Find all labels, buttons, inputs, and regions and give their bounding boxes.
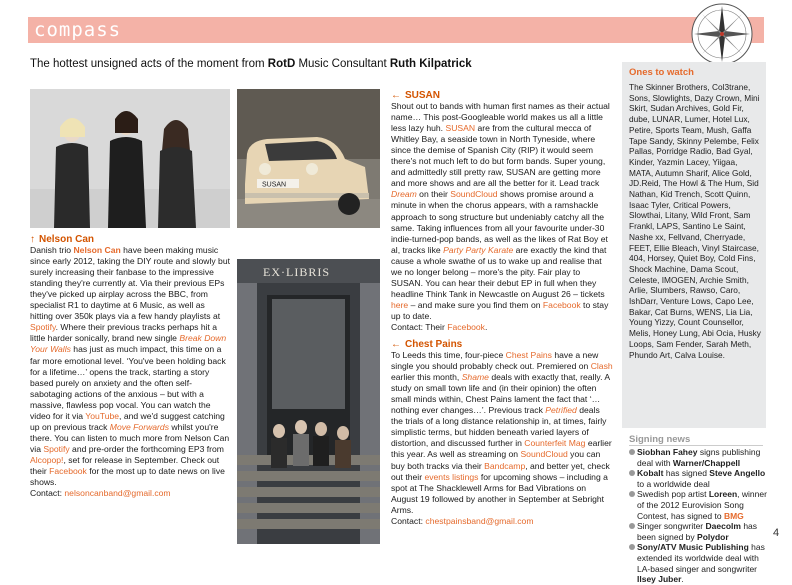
nelson-can-heading: ↑ Nelson Can	[30, 234, 95, 245]
susan-contact: Contact: Their Facebook.	[391, 321, 488, 332]
clash-link[interactable]: Clash	[590, 361, 613, 372]
bullet-icon	[629, 470, 635, 476]
divider	[629, 445, 763, 446]
signing-news-list	[629, 447, 767, 585]
arrow-left-icon: ←	[391, 339, 401, 350]
page-subtitle: The hottest unsigned acts of the moment from RotD Music Consultant Ruth Kilpatrick	[30, 58, 472, 70]
ones-to-watch-title: Ones to watch	[629, 67, 694, 78]
susan-facebook-contact-link[interactable]: Facebook	[447, 321, 485, 332]
facebook-link[interactable]: Facebook	[49, 465, 87, 476]
arrow-up-icon: ↑	[30, 234, 35, 245]
susan-article	[391, 90, 613, 333]
page-number: 4	[773, 527, 780, 539]
ones-to-watch-list: The Skinner Brothers, Col3trane, Sons, Slowlights, Dazy Crown, Mini Skirt, Sudan Archives, Gold Fir, dube, LUNAR, Lumer, Hotel Lux, Petire, Sports Team, Mush, Gaffa Tape Sandy, Skinny Pelembe, Felix Pallas, Porridge Radio, Bad Gyal, Kinder, Yazmin Lacey, Yiigaa, MATA, Autumn Sharif, Alice Gold, JD.Reid, The Howl & The Hum, Sid Nathan, Kid Trench, Scott Quinn, Isaac Tyler, Critical Powers, Slowthai, Litany, Wild Front, Sam Frankl, LAPS, Santino Le Saint, Nashe xx, Fellvand, Cherryade, FEET, Ellie Bleach, Vinyl Staircase, 404, Horsey, Quiet Boy, Cold Fins, Shock Machine, Dama Scout, Celeste, IMOGEN, Archie Smith, Arlie, Slumbers, Rawso, Caro, IshDarr, Venture Lows, Capo Lee, Bakar, Cat Burns, WENS, Lia Lia, Young Yizzy, Count Counsellor, Melis, Honey Lung, Abi Ocia, Husky Loops, Sam Fender, Sarah Meth, Phundo Art, Calva Louise.	[629, 82, 761, 360]
single-link[interactable]: Break Down Your Walls	[30, 333, 227, 355]
petrified-link[interactable]: Petrified	[545, 405, 577, 416]
list-item: Sony/ATV Music Publishing has extended its worldwide deal with LA-based singer and songwriter Ilsey Juber.	[629, 542, 767, 584]
counterfeit-link[interactable]: Counterfeit Mag	[524, 438, 586, 449]
dream-link[interactable]: Dream	[391, 189, 417, 200]
chest-pains-body: To Leeds this time, four-piece Chest Pains have a new single you should probably check out. Premiered on Clash earlier this month, Shame deals with exactly that, really. A study on small town life and (in their opinion) the often small minds within, Chest Pains lament the fact that ‘…nothing ever changes…’. Previous track Petrified deals the trials of a long distance relationship in, at times, fairly simplistic terms, but hidden beneath varied layers of distortion, and discussed further in Counterfeit Mag earlier this year. As well as streaming on SoundCloud you can buy both tracks via their Bandcamp, and better yet, check out their events listings for upcoming shows – including a spot at The Shacklewell Arms for Bad Vibrations on August 19 followed by another in September at Sebright Arms.	[391, 350, 613, 515]
license-plate-text: SUSAN	[262, 181, 287, 189]
susan-photo	[237, 89, 380, 228]
nelson-can-article	[30, 234, 230, 499]
soundcloud-link[interactable]: SoundCloud	[520, 449, 568, 460]
list-item: Swedish pop artist Loreen, winner of the 2012 Eurovision Song Contest, has signed to BMG	[629, 489, 767, 521]
spotify-link-2[interactable]: Spotify	[43, 443, 70, 454]
nelson-can-body: Danish trio Nelson Can have been making music since early 2012, taking the DIY route and slowly but surely increasing their fanbase to the impressive standing they're currently at. Via their previous EPs they've picked up airplay across the BBC, from specialist R1 to daytime at 6 Music, as well as hitting over 350k plays via a few handy playlists at Spotify. Where their previous tracks perhaps hit a little harder sonically, brand new single Break Down Your Walls has just as much impact, this time on a far more emotional level. ‘You've been holding back for a lifetime…’ opens the track, starting a story based purely on anxiety and the often self-sabotaging actions of the anxious – but with a massive, flawless pop vocal. You can watch the video for it via YouTube, and we'd suggest catching up on previous track Move Forwards whilst you're there. You can listen to much more from Nelson Can via Spotify and pre-order the forthcoming EP3 from Alcopop!, set for release in September. Check out their Facebook for the most up to date news on live shows.	[30, 245, 231, 488]
list-item: Siobhan Fahey signs publishing deal with Warner/Chappell	[629, 447, 767, 468]
chest-pains-email-link[interactable]: chestpainsband@gmail.com	[425, 515, 534, 526]
bullet-icon	[629, 449, 635, 455]
previous-track-link[interactable]: Move Forwards	[109, 421, 169, 432]
nelson-can-contact: Contact: nelsoncanband@gmail.com	[30, 488, 171, 499]
list-item: Kobalt has signed Steve Angello to a worldwide deal	[629, 468, 767, 489]
party-link[interactable]: Party Party Karate	[443, 244, 514, 255]
chest-pains-heading: ← Chest Pains	[391, 339, 463, 350]
signing-news-title: Signing news	[629, 434, 691, 445]
ex-libris-sign: EX·LIBRIS	[263, 265, 330, 279]
bullet-icon	[629, 491, 635, 497]
bullet-icon	[629, 523, 635, 529]
bandcamp-link[interactable]: Bandcamp	[484, 460, 526, 471]
susan-heading: ← SUSAN	[391, 90, 441, 101]
nelson-can-photo	[30, 89, 230, 228]
susan-body: Shout out to bands with human first names as their actual name… This post-Googleable world makes us all a little less lazy huh. SUSAN are from the cultural mecca of Whitley Bay, a seaside town in North Tyneside, where since the demise of Spanish City (RIP) it would seem there's not much left to do but form bands. Super young, and admittedly still pretty raw, SUSAN are getting more and more shows and are all the better for it. Lead track Dream on their SoundCloud shows promise around a minute in when the chorus appears, with a ramshackle approach to song structure but undeniably catchy all the same. Taking influences from all your favourite under-30 indie-turned-pop bands, as well as the likes of Rat Boy et al, tracks like Party Party Karate are exactly the kind that cause a whole swathe of us to wake up and realise that we no longer belong – more's the pity. Fair play to SUSAN. You can hear their debut EP in full when they headline Think Tank in Newcastle on August 26 – tickets here – and make sure you find them on Facebook to stay up to date.	[391, 101, 610, 321]
youtube-link[interactable]: YouTube	[85, 410, 120, 421]
bullet-icon	[629, 544, 635, 550]
chest-pains-contact: Contact: chestpainsband@gmail.com	[391, 515, 534, 526]
chest-pains-article	[391, 339, 613, 527]
arrow-left-icon: ←	[391, 90, 401, 101]
events-link[interactable]: events listings	[424, 471, 479, 482]
header-band	[28, 17, 764, 43]
tickets-link[interactable]: here	[391, 299, 409, 310]
facebook-link[interactable]: Facebook	[542, 299, 581, 310]
shame-link[interactable]: Shame	[461, 372, 489, 383]
compass-rose-icon	[690, 2, 754, 66]
spotify-link[interactable]: Spotify	[30, 322, 56, 333]
list-item: Singer songwriter Daecolm has been signed by Polydor	[629, 521, 767, 542]
section-title: compass	[34, 19, 122, 41]
chest-pains-photo	[237, 259, 380, 544]
nelson-can-email-link[interactable]: nelsoncanband@gmail.com	[64, 488, 171, 499]
soundcloud-link[interactable]: SoundCloud	[450, 189, 498, 200]
alcopop-link[interactable]: Alcopop!	[30, 454, 64, 465]
